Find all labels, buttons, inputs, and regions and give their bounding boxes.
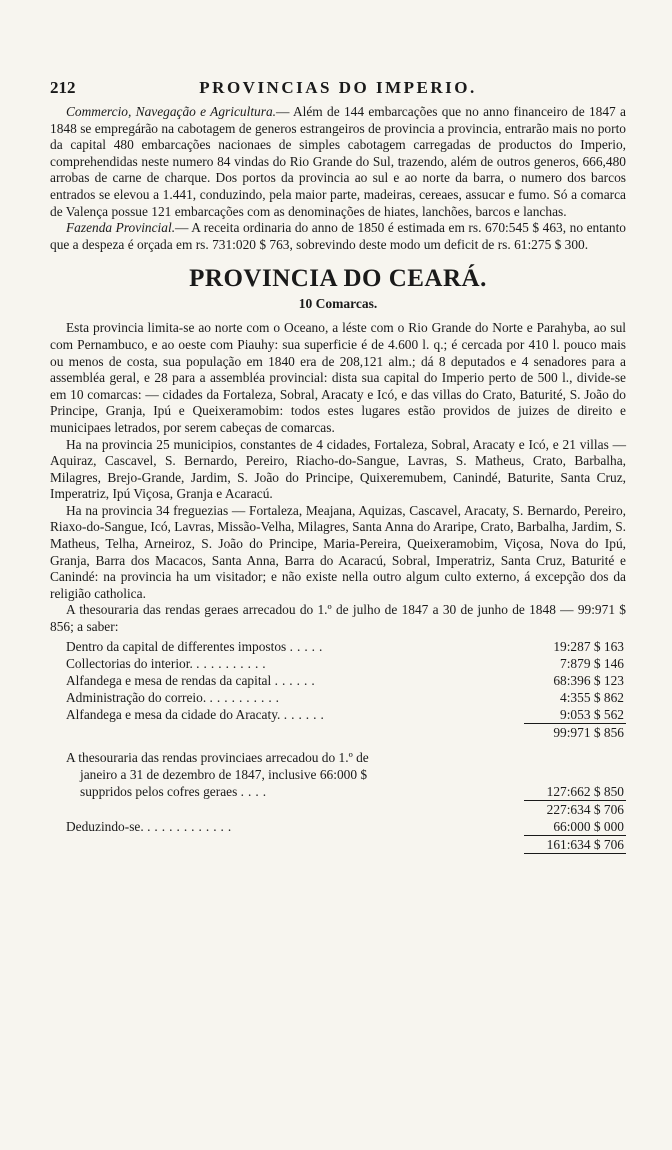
running-title: PROVINCIAS DO IMPERIO. xyxy=(199,78,477,97)
page-header xyxy=(50,78,626,98)
ledger-final: 161:634 $ 706 xyxy=(524,835,626,854)
paragraph-freguezias: Ha na provincia 34 freguezias — Fortaleza, Meajana, Aquizas, Cascavel, Aracaty, S. Bernardo, Pereiro, Riaxo-do-Sangue, Icó, Lavras, Missão-Velha, Milagres, Santa Anna do Araripe, Crato, Barbalha, Jardim, S. Matheus, Telha, Arneiroz, S. João do Principe, Maria-Pereira, Queixeramobim, Viçosa, Nova do Ipú, Granja, Barra dos Macacos, Santa Anna, Barra do Acaracú, Sobral, Imperatriz, Santa Cruz, Baturité e Canindé: na provincia ha um visitador; e não existe nella outro algum culto externo, á excepção dos da religião catholica. xyxy=(50,502,626,601)
paragraph-fazenda xyxy=(50,220,626,253)
provincial-line-3: suppridos pelos cofres geraes xyxy=(80,783,238,799)
paragraph-commercio xyxy=(50,104,626,220)
paragraph-lead: Commercio, Navegação e Agricultura. xyxy=(66,104,277,119)
ledger-subtotal: 227:634 $ 706 xyxy=(524,800,626,818)
paragraph-text: — Além de 144 embarcações que no anno financeiro de 1847 a 1848 se empregárão na cabotagem de generos estrangeiros de provincia a provincia, entrarão mais no porto da capital 480 embarcações nacionaes de simples cabotagem carregadas de productos do Imperio, comprehendidas neste numero 84 vindas do Rio Grande do Sul, trazendo, além de outros generos, 666,480 arrobas de carne de charque. Dos portos da provincia ao sul e ao norte da barra, o numero dos barcos entrados se elevou a 1.441, conduzindo, pela maior parte, madeiras, cereaes, assucar e fumo. Só a comarca de Valença possue 121 embarcações com as denominações de hiates, lanchões, barcos e lanchas. xyxy=(50,104,626,219)
section-subtitle: 10 Comarcas. xyxy=(298,296,378,312)
ledger-label: Alfandega e mesa da cidade do Aracaty. xyxy=(66,706,281,722)
ledger-provincial-row xyxy=(50,749,626,800)
revenue-ledger xyxy=(50,638,626,854)
ledger-dots: ...... xyxy=(283,706,328,722)
provincial-line-3-wrap xyxy=(66,783,524,800)
section-title: PROVINCIA DO CEARÁ. xyxy=(189,265,487,293)
ledger-amount: 66:000 $ 000 xyxy=(553,818,624,834)
ledger-dots: ..... xyxy=(289,638,327,654)
ledger-label: Collectorias do interior. xyxy=(66,655,193,671)
ledger-row xyxy=(50,672,626,689)
ledger-label: Dentro da capital de differentes impostos xyxy=(66,638,287,654)
ledger-total-row xyxy=(50,723,626,741)
ledger-label: Alfandega e mesa de rendas da capital xyxy=(66,672,272,688)
ledger-dots: .... xyxy=(240,783,271,799)
ledger-row xyxy=(50,655,626,672)
ledger-row xyxy=(50,638,626,655)
ledger-row xyxy=(50,706,626,723)
ledger-row xyxy=(50,689,626,706)
ledger-amount: 19:287 $ 163 xyxy=(553,638,624,654)
ledger-deduction-row xyxy=(50,818,626,835)
paragraph-lead: Fazenda Provincial. xyxy=(66,220,176,236)
page-number: 212 xyxy=(50,78,76,97)
paragraph-municipios: Ha na provincia 25 municipios, constantes de 4 cidades, Fortaleza, Sobral, Aracaty e Icó, e 21 villas — Aquiraz, Cascavel, S. Bernardo, Pereiro, Riacho-do-Sangue, Lavras, S. Matheus, Crato, Barbalha, Milagres, Brejo-Grande, Jardim, S. João do Principe, Quixeremubem, Canindé, Baturite, Santa Cruz, Imperatriz, Ipú Viçosa, Granja e Acaracú. xyxy=(50,436,626,502)
ledger-dots: ............ xyxy=(147,818,236,834)
ledger-dots: .......... xyxy=(209,689,284,705)
ledger-subtotal-row xyxy=(50,800,626,818)
paragraph-text: — A receita ordinaria do anno de 1850 é estimada em rs. 670:545 $ 463, no entanto que a despeza é orçada em rs. 731:020 $ 763, sobrevindo deste modo um deficit de rs. 61:275 $ 300. xyxy=(50,220,626,252)
provincial-line-1: A thesouraria das rendas provinciaes arrecadou do 1.º de xyxy=(66,749,369,765)
ledger-dots: .......... xyxy=(196,655,270,671)
ledger-amount: 9:053 $ 562 xyxy=(560,706,624,722)
ledger-label: Deduzindo-se. xyxy=(66,818,144,834)
paragraph-limits: Esta provincia limita-se ao norte com o Oceano, a léste com o Rio Grande do Norte e Parahyba, ao sul com Pernambuco, e ao oeste com Piauhy: sua superficie é de 4.600 l. q.; é cercada por 410 l. pouco mais ou menos de costa, sua população em 1840 era de 208,121 alm.; dá 8 deputados e 4 senadores para a assembléa geral, e 28 para a assembléa provincial: dista sua capital do Imperio perto de 500 l., divide-se em 10 comarcas: — cidades da Fortaleza, Sobral, Aracaty e Icó, e das villas do Crato, Baturité, S. João do Principe, Granja, Ipú e Queixeramobim: todos estes lugares estão providos de juizes de direito e municipaes letrados, por serem cabeças de comarcas. xyxy=(50,320,626,435)
ledger-amount: 7:879 $ 146 xyxy=(560,655,624,671)
paragraph-thesouraria: A thesouraria das rendas geraes arrecadou do 1.º de julho de 1847 a 30 de junho de 1848 — 99:971 $ 856; a saber: xyxy=(50,602,626,635)
ledger-amount: 68:396 $ 123 xyxy=(553,672,624,688)
ledger-final-row xyxy=(50,835,626,854)
ledger-total: 99:971 $ 856 xyxy=(524,723,626,741)
ledger-amount: 127:662 $ 850 xyxy=(546,783,624,799)
ledger-dots: ...... xyxy=(274,672,319,688)
provincial-line-2: janeiro a 31 de dezembro de 1847, inclusive 66:000 $ xyxy=(80,766,368,782)
ledger-label: Administração do correio. xyxy=(66,689,207,705)
ledger-amount: 4:355 $ 862 xyxy=(560,689,624,705)
